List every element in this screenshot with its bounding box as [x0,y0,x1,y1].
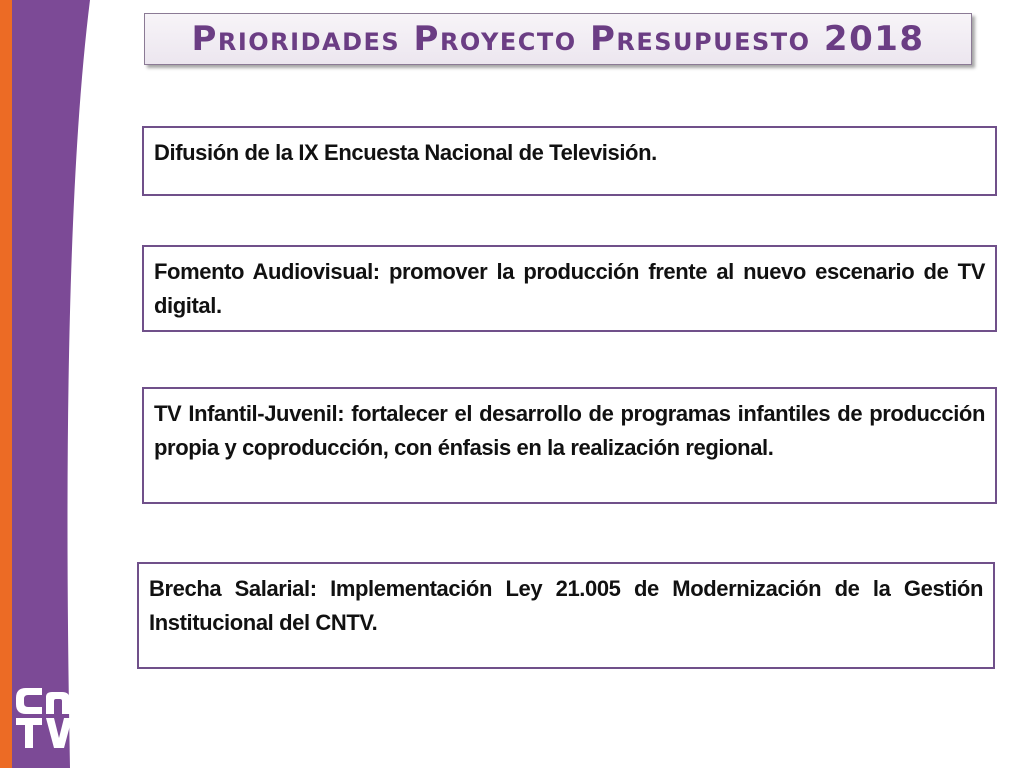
priority-box-1 [142,126,997,196]
priority-text-3: TV Infantil-Juvenil: fortalecer el desarrollo de programas infantiles de producción propia y coproducción, con énfasis en la realización regional. [154,401,985,460]
cntv-logo [12,680,82,752]
priority-text-1: Difusión de la IX Encuesta Nacional de Televisión. [154,140,657,165]
priority-box-4 [137,562,995,669]
slide-title: Prioridades Proyecto Presupuesto 2018 [191,19,925,59]
sidebar-decoration [0,0,90,768]
slide-title-box [144,13,972,65]
priority-box-2 [142,245,997,332]
sidebar-shape [0,0,90,768]
priority-box-3 [142,387,997,504]
sidebar-purple-band [0,0,90,768]
priority-text-4: Brecha Salarial: Implementación Ley 21.005 de Modernización de la Gestión Institucional del CNTV. [149,576,983,635]
priority-text-2: Fomento Audiovisual: promover la producción frente al nuevo escenario de TV digital. [154,259,985,318]
cntv-logo-mark [12,680,82,752]
sidebar-orange-stripe [0,0,12,768]
